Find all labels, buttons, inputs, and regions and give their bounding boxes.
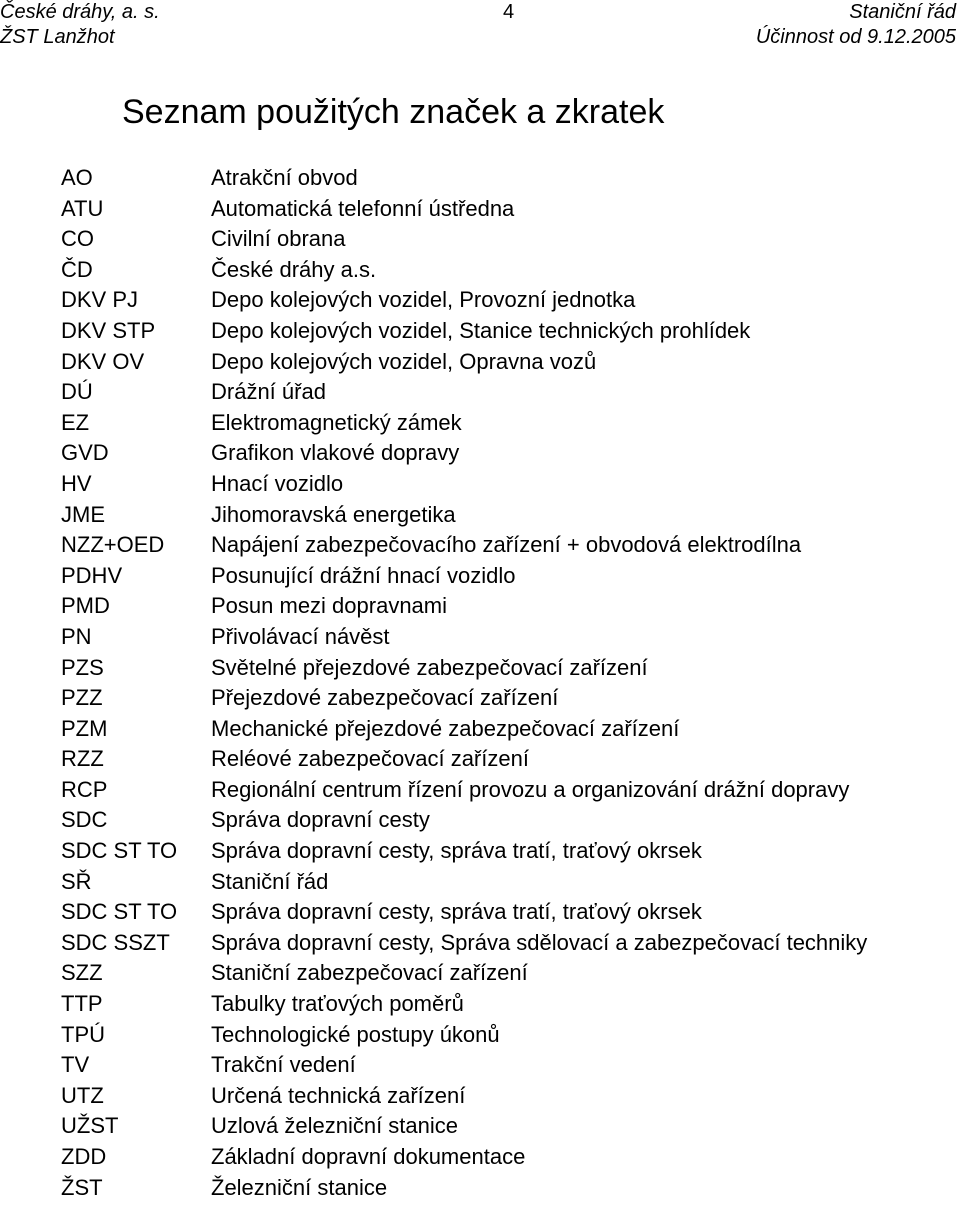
list-item [61,255,951,286]
abbreviation: UŽST [61,1113,119,1139]
abbreviation: DKV STP [61,317,156,343]
abbreviation: PZZ [61,685,103,711]
list-item [61,500,951,531]
list-item [61,714,951,745]
abbreviation-meaning: Depo kolejových vozidel, Opravna vozů [211,348,597,374]
list-item [61,989,951,1020]
list-item [61,285,951,316]
abbreviation: GVD [61,440,109,466]
abbreviation: SŘ [61,868,92,894]
list-item [61,928,951,959]
abbreviation-meaning: Civilní obrana [211,226,346,252]
abbreviation: RCP [61,776,108,802]
abbreviation: TTP [61,991,103,1017]
list-item [61,867,951,898]
abbreviation: DKV PJ [61,287,139,313]
abbreviation: PZM [61,715,108,741]
list-item [61,591,951,622]
abbreviation-meaning: Regionální centrum řízení provozu a organizování drážní dopravy [211,776,850,802]
abbreviation-meaning: Světelné přejezdové zabezpečovací zařízení [211,654,648,680]
abbreviation: ATU [61,195,104,221]
abbreviation-meaning: České dráhy a.s. [211,256,377,282]
list-item [61,653,951,684]
list-item [61,1142,951,1173]
list-item [61,438,951,469]
abbreviation-meaning: Trakční vedení [211,1052,356,1078]
abbreviation-meaning: Správa dopravní cesty [211,807,430,833]
abbreviation-meaning: Grafikon vlakové dopravy [211,440,460,466]
abbreviation: SDC ST TO [61,899,178,925]
abbreviation: SDC [61,807,108,833]
abbreviation-meaning: Staniční zabezpečovací zařízení [211,960,528,986]
abbreviation: SDC ST TO [61,838,178,864]
page-number: 4 [503,1,515,23]
abbreviation-meaning: Základní dopravní dokumentace [211,1144,526,1169]
abbreviation: ČD [61,256,93,282]
abbreviation: DÚ [61,379,93,405]
abbreviation: RZZ [61,746,104,772]
abbreviation-meaning: Depo kolejových vozidel, Provozní jednotka [211,287,636,313]
abbreviation-meaning: Drážní úřad [211,379,326,405]
abbreviation: JME [61,501,105,527]
list-item [61,1081,951,1112]
abbreviation-meaning: Správa dopravní cesty, správa tratí, traťový okrsek [211,838,702,864]
page-title: Seznam použitých značek a zkratek [122,93,665,131]
list-item [61,683,951,714]
list-item [61,1173,951,1204]
abbreviation-list [61,163,951,1203]
list-item [61,1020,951,1051]
abbreviation: UTZ [61,1082,104,1108]
abbreviation-meaning: Jihomoravská energetika [211,501,456,527]
abbreviation: TPÚ [61,1021,105,1047]
list-item [61,561,951,592]
abbreviation-meaning: Tabulky traťových poměrů [211,991,464,1017]
list-item [61,897,951,928]
list-item [61,744,951,775]
abbreviation-meaning: Přejezdové zabezpečovací zařízení [211,685,559,711]
abbreviation: ŽST [61,1174,103,1200]
list-item [61,408,951,439]
list-item [61,469,951,500]
header-document-name: Staniční řád [849,1,956,23]
abbreviation-meaning: Staniční řád [211,868,329,894]
abbreviation: CO [61,226,94,252]
list-item [61,224,951,255]
abbreviation: SDC SSZT [61,929,170,955]
list-item [61,347,951,378]
abbreviation-meaning: Správa dopravní cesty, správa tratí, traťový okrsek [211,899,702,925]
abbreviation-meaning: Uzlová železniční stanice [211,1113,459,1139]
abbreviation: HV [61,470,92,496]
abbreviation-meaning: Posun mezi dopravnami [211,593,448,619]
abbreviation-meaning: Elektromagnetický zámek [211,409,462,435]
abbreviation: AO [61,165,93,190]
list-item [61,836,951,867]
abbreviation-meaning: Posunující drážní hnací vozidlo [211,562,516,588]
list-item [61,622,951,653]
list-item [61,1111,951,1142]
abbreviation: ZDD [61,1144,107,1169]
list-item [61,530,951,561]
abbreviation-meaning: Depo kolejových vozidel, Stanice technických prohlídek [211,317,751,343]
abbreviation-meaning: Napájení zabezpečovacího zařízení + obvodová elektrodílna [211,532,802,558]
abbreviation-meaning: Technologické postupy úkonů [211,1021,500,1047]
abbreviation: PDHV [61,562,123,588]
abbreviation: PMD [61,593,110,619]
header-company: České dráhy, a. s. [0,1,160,23]
abbreviation-meaning: Hnací vozidlo [211,470,344,496]
abbreviation: NZZ+OED [61,532,165,558]
header-station: ŽST Lanžhot [0,26,115,48]
abbreviation-meaning: Reléové zabezpečovací zařízení [211,746,529,772]
abbreviation-meaning: Atrakční obvod [211,165,358,190]
abbreviation: EZ [61,409,90,435]
list-item [61,316,951,347]
abbreviation: PN [61,623,92,649]
header-effective-date: Účinnost od 9.12.2005 [755,26,956,48]
abbreviation-meaning: Železniční stanice [211,1174,388,1200]
list-item [61,775,951,806]
list-item [61,194,951,225]
abbreviation-meaning: Přivolávací návěst [211,623,390,649]
abbreviation: TV [61,1052,90,1078]
abbreviation-meaning: Mechanické přejezdové zabezpečovací zařízení [211,715,680,741]
abbreviation: DKV OV [61,348,145,374]
list-item [61,1050,951,1081]
abbreviation: SZZ [61,960,103,986]
abbreviation-meaning: Správa dopravní cesty, Správa sdělovací a zabezpečovací techniky [211,929,868,955]
list-item [61,377,951,408]
list-item [61,958,951,989]
list-item [61,805,951,836]
abbreviation-meaning: Automatická telefonní ústředna [211,195,515,221]
abbreviation-meaning: Určená technická zařízení [211,1082,466,1108]
list-item [61,163,951,194]
abbreviation: PZS [61,654,104,680]
